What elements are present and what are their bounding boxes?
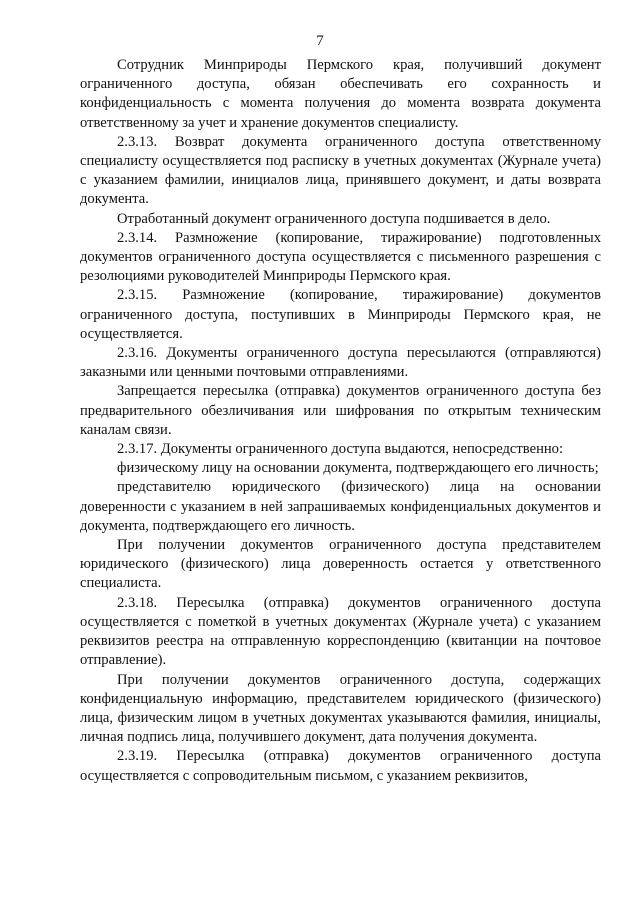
paragraph-2-3-16: 2.3.16. Документы ограниченного доступа пересылаются (отправляются) заказными или ценными почтовыми отправлениями. bbox=[80, 345, 601, 381]
paragraph-individual: физическому лицу на основании документа, подтверждающего его личность; bbox=[117, 460, 599, 477]
paragraph-2-3-15: 2.3.15. Размножение (копирование, тиражирование) документов ограниченного доступа, поступивших в Минприроды Пермского края, не осуществляется. bbox=[80, 287, 601, 342]
page-number: 7 bbox=[316, 33, 324, 49]
document-body bbox=[80, 56, 601, 786]
paragraph-representative: представителю юридического (физического) лица на основании доверенности с указанием в ней запрашиваемых конфиденциальных документов и документа, подтверждающего его личность. bbox=[80, 479, 601, 534]
paragraph-forwarding-prohibition: Запрещается пересылка (отправка) документов ограниченного доступа без предварительного обезличивания или шифрования по открытым техническим каналам связи. bbox=[80, 383, 601, 438]
paragraph-2-3-14: 2.3.14. Размножение (копирование, тиражирование) подготовленных документов ограниченного доступа осуществляется с письменного разрешения с резолюциями руководителей Минприроды Пермского края. bbox=[80, 229, 601, 285]
paragraph-power-of-attorney: При получении документов ограниченного доступа представителем юридического (физического) лица доверенность остается у ответственного специалиста. bbox=[80, 537, 601, 592]
paragraph-2-3-13: 2.3.13. Возврат документа ограниченного доступа ответственному специалисту осуществляется под расписку в учетных документах (Журнале учета) с указанием фамилии, инициалов лица, принявшего документ, и даты возврата документа. bbox=[80, 133, 601, 208]
paragraph-receipt-records: При получении документов ограниченного доступа, содержащих конфиденциальную информацию, представителем юридического (физического) лица, физическим лицом в учетных документах указываются фамилия, инициалы, личная подпись лица, получившего документ, дата получения документа. bbox=[80, 671, 601, 746]
paragraph-2-3-18: 2.3.18. Пересылка (отправка) документов ограниченного доступа осуществляется с пометкой в учетных документах (Журнале учета) с указанием реквизитов реестра на отправленную корреспонденцию (квитанции на почтовое отправление). bbox=[80, 594, 601, 669]
paragraph-2-3-19: 2.3.19. Пересылка (отправка) документов ограниченного доступа осуществляется с сопроводительным письмом, с указанием реквизитов, bbox=[80, 748, 601, 784]
paragraph-employee-responsibility: Сотрудник Минприроды Пермского края, получивший документ ограниченного доступа, обязан обеспечивать его сохранность и конфиденциальность с момента получения до момента возврата документа ответственному за учет и хранение документов специалисту. bbox=[80, 57, 601, 131]
paragraph-2-3-17: 2.3.17. Документы ограниченного доступа выдаются, непосредственно: bbox=[117, 441, 564, 458]
paragraph-filing: Отработанный документ ограниченного доступа подшивается в дело. bbox=[117, 210, 551, 227]
